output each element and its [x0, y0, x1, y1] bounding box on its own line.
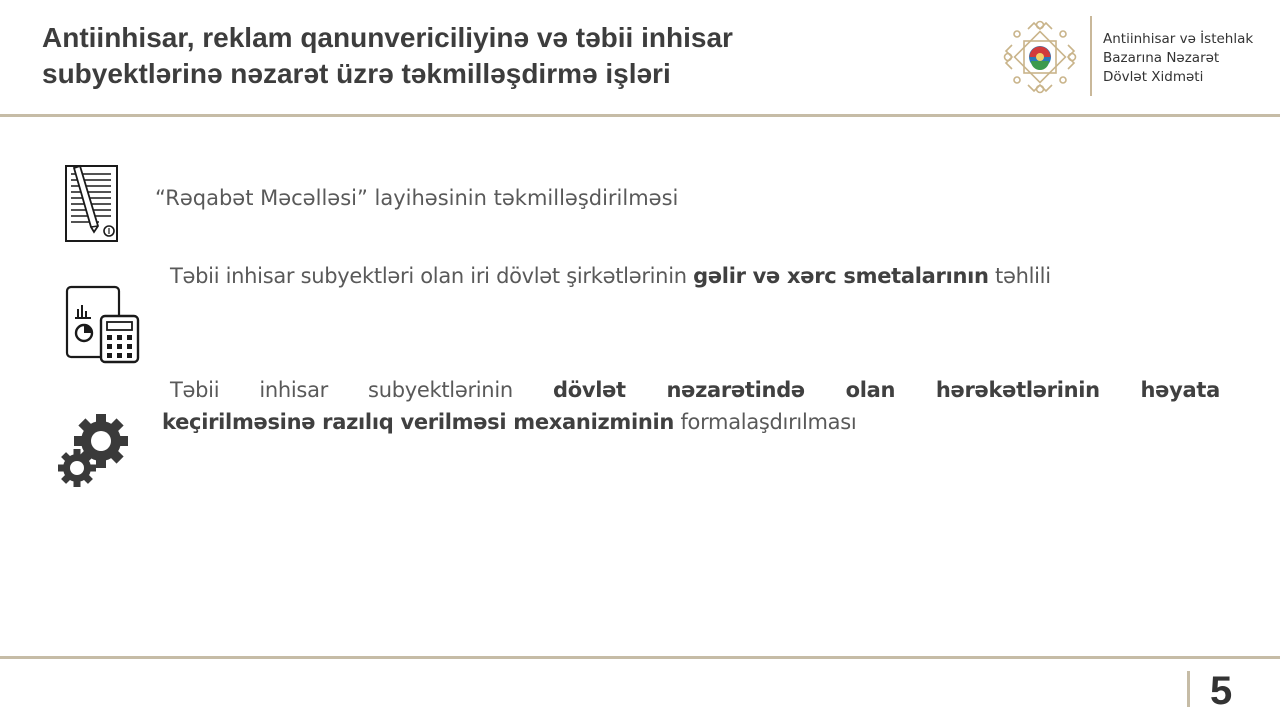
logo-divider: [1090, 16, 1092, 96]
item-2-text-after: təhlili: [988, 264, 1051, 288]
header-divider: [0, 114, 1280, 117]
organization-name-line-1: Antiinhisar və İstehlak: [1103, 31, 1254, 47]
item-3-text-bold-line-2: keçirilməsinə razılıq verilməsi mexanizminin: [162, 410, 675, 434]
footer-divider: [0, 656, 1280, 659]
title-line-2: subyektlərinə nəzarət üzrə təkmilləşdirmə işləri: [42, 58, 671, 89]
item-2-text: [170, 260, 1230, 292]
calculator-chart-icon: [61, 283, 141, 365]
gears-icon: [56, 414, 134, 492]
item-3-line-2: [162, 406, 1220, 438]
title-line-1: Antiinhisar, reklam qanunvericiliyinə və təbii inhisar: [42, 22, 733, 53]
item-3-line-1: [162, 374, 1220, 406]
organization-name-line-3: Dövlət Xidməti: [1103, 69, 1204, 85]
slide-title: [42, 20, 942, 92]
item-3-text-before: Təbii inhisar subyektlərinin: [170, 378, 553, 402]
item-3-text-bold-line-1: dövlət nəzarətində olan hərəkətlərinin həyata: [552, 378, 1220, 402]
page-number-divider: [1187, 671, 1190, 707]
page-number: 5: [1210, 669, 1233, 713]
organization-name: [1103, 30, 1278, 87]
item-1-text: “Rəqabət Məcəlləsi” layihəsinin təkmilləşdirilməsi: [155, 186, 679, 210]
item-3-text-after: formalaşdırılması: [674, 410, 857, 434]
item-2-text-bold: gəlir və xərc smetalarının: [693, 264, 989, 288]
item-2-text-before: Təbii inhisar subyektləri olan iri dövlət şirkətlərinin: [170, 264, 694, 288]
organization-name-line-2: Bazarına Nəzarət: [1103, 50, 1220, 66]
item-3-text: [162, 374, 1220, 438]
emblem-icon: [1000, 17, 1080, 97]
document-pen-icon: [64, 164, 120, 244]
